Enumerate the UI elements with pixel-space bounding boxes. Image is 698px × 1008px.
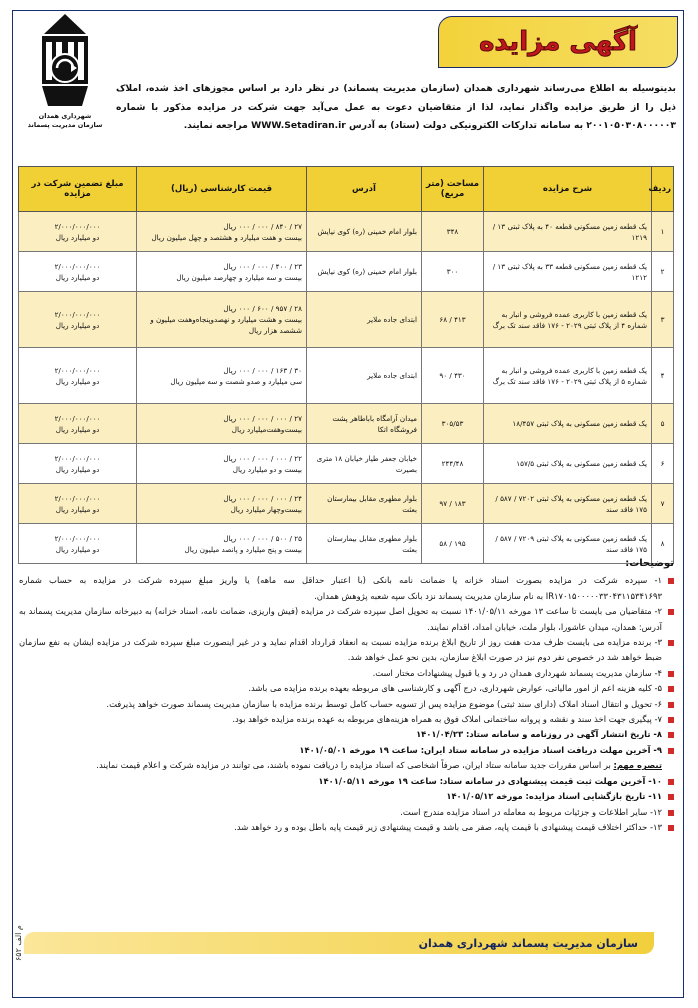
table-row	[19, 484, 674, 524]
bullet-square-icon	[668, 702, 674, 708]
cell-guarantee	[19, 252, 137, 292]
cell-price	[137, 484, 307, 524]
table-row	[19, 444, 674, 484]
note-text: ۸- تاریخ انتشار آگهی در روزنامه و سامانه ستاد: ۱۴۰۱/۰۴/۲۳	[416, 729, 662, 740]
guarantee-words: دو میلیارد ریال	[55, 504, 100, 514]
cell-row-number: ۷	[652, 484, 674, 524]
note-item	[19, 789, 674, 804]
note-item	[19, 743, 674, 758]
cell-price	[137, 252, 307, 292]
guarantee-words: دو میلیارد ریال	[55, 464, 100, 474]
price-words: بیست و دو میلیارد ریال	[232, 464, 302, 474]
cell-description: یک قطعه زمین مسکونی به پلاک ثبتی ۱۵۷/۵	[484, 444, 652, 484]
cell-description: یک قطعه زمین مسکونی قطعه ۴۰ به پلاک ثبتی ۱۳ / ۱۲۱۹	[484, 212, 652, 252]
guarantee-figure: ۲/۰۰۰/۰۰۰/۰۰۰	[54, 453, 101, 463]
note-tip	[19, 758, 674, 773]
logo-caption-2: سازمان مدیریت پسماند	[27, 121, 103, 129]
price-figure: ۲۸ / ۹۵۷ / ۶۰۰ / ۰۰۰ ریال	[223, 304, 302, 313]
cell-price	[137, 404, 307, 444]
note-text: ۶- تحویل و انتقال اسناد املاک (دارای سند ثبتی) موضوع مزایده پس از تسویه حساب کامل توسط برنده مزایده با سازمان مدیریت پسماند صورت خواهد پذیرفت.	[106, 698, 662, 709]
table-row	[19, 252, 674, 292]
table-row	[19, 212, 674, 252]
cell-row-number: ۵	[652, 404, 674, 444]
note-text: ۱۰- آخرین مهلت ثبت قیمت پیشنهادی در سامانه ستاد: ساعت ۱۹ مورخه ۱۴۰۱/۰۵/۱۱	[318, 775, 662, 786]
price-figure: ۲۲ / ۰۰۰ / ۰۰۰ / ۰۰۰ ریال	[223, 453, 302, 463]
guarantee-figure: ۲/۰۰۰/۰۰۰/۰۰۰	[54, 221, 101, 231]
guarantee-figure: ۲/۰۰۰/۰۰۰/۰۰۰	[54, 309, 101, 319]
cell-guarantee	[19, 212, 137, 252]
bullet-square-icon	[668, 810, 674, 816]
guarantee-words: دو میلیارد ریال	[55, 272, 100, 282]
note-item	[19, 805, 674, 820]
guarantee-words: دو میلیارد ریال	[55, 544, 100, 554]
cell-address: خیابان جعفر طیار خیابان ۱۸ متری بصیرت	[307, 444, 422, 484]
cell-address: ابتدای جاده ملایر	[307, 292, 422, 348]
logo	[20, 12, 110, 130]
cell-area: ۱۸۳ / ۹۷	[422, 484, 484, 524]
guarantee-figure: ۲/۰۰۰/۰۰۰/۰۰۰	[54, 493, 101, 503]
cell-guarantee	[19, 484, 137, 524]
price-words: بیست و سه میلیارد و چهارصد میلیون ریال	[176, 272, 302, 282]
price-words: بیست و هشت میلیارد و نهصدوپنجاه‌وهفت میلیون و ششصد هزار ریال	[150, 315, 302, 335]
cell-guarantee	[19, 444, 137, 484]
bullet-square-icon	[668, 825, 674, 831]
price-words: بیست‌وهفت‌میلیارد ریال	[231, 424, 302, 434]
header-address: آدرس	[307, 167, 422, 212]
note-text: ۳- برنده مزایده می بایست ظرف مدت هفت روز از تاریخ ابلاغ برنده مزایده نسبت به انعقاد قرارداد اقدام نماید و در غیر اینصورت مبلغ سپرده شرکت در مزایده ایشان به نفع سازمان ضبط خواهد شد در خصوص نفر دوم نیز در صورت ابلاغ سازمان، بدین نحو عمل خواهد شد.	[19, 637, 662, 663]
cell-row-number: ۸	[652, 524, 674, 564]
note-item	[19, 727, 674, 742]
note-text: ۴- سازمان مدیریت پسماند شهرداری همدان در رد و یا قبول پیشنهادات مختار است.	[372, 667, 662, 678]
note-text: ۱۱- تاریخ بازگشایی اسناد مزایده: مورخه ۱۴۰۱/۰۵/۱۲	[446, 791, 662, 802]
cell-price	[137, 348, 307, 404]
cell-address: بلوار امام خمینی (ره) کوی نیایش	[307, 212, 422, 252]
cell-description: یک قطعه زمین مسکونی قطعه ۳۳ به پلاک ثبتی ۱۳ / ۱۲۱۲	[484, 252, 652, 292]
price-figure: ۲۳ / ۴۰۰ / ۰۰۰ / ۰۰۰ ریال	[223, 261, 302, 271]
title-banner	[438, 16, 678, 68]
bullet-square-icon	[668, 640, 674, 646]
cell-area: ۳۰۵/۵۳	[422, 404, 484, 444]
cell-price	[137, 212, 307, 252]
municipality-emblem-icon	[30, 12, 100, 112]
guarantee-words: دو میلیارد ریال	[55, 320, 100, 330]
guarantee-words: دو میلیارد ریال	[55, 376, 100, 386]
cell-row-number: ۲	[652, 252, 674, 292]
cell-area: ۴۱۳ / ۶۸	[422, 292, 484, 348]
cell-address: بلوار مطهری مقابل بیمارستان بعثت	[307, 524, 422, 564]
guarantee-figure: ۲/۰۰۰/۰۰۰/۰۰۰	[54, 261, 101, 271]
header-price: قیمت کارشناسی (ریال)	[137, 167, 307, 212]
guarantee-figure: ۲/۰۰۰/۰۰۰/۰۰۰	[54, 533, 101, 543]
table-row	[19, 292, 674, 348]
cell-guarantee	[19, 348, 137, 404]
note-text: ۱- سپرده شرکت در مزایده بصورت اسناد خزانه یا ضمانت نامه بانکی (با اعتبار حداقل سه ماهه) یا واریز مبلغ سپرده شرکت در مزایده به حساب شماره IR۱۷۰۱۵۰۰۰۰۰۳۳۰۴۳۱۱۵۳۴۱۶۹۳ به نام سازمان مدیریت پسماند نزد بانک سپه شعبه پژوهش همدان.	[19, 575, 662, 601]
footer-banner	[24, 932, 654, 954]
note-item	[19, 681, 674, 696]
logo-caption-1: شهرداری همدان	[38, 112, 92, 120]
cell-guarantee	[19, 292, 137, 348]
note-item	[19, 820, 674, 835]
price-words: سی میلیارد و صدو شصت و سه میلیون ریال	[170, 376, 302, 386]
table-header-row	[19, 167, 674, 212]
guarantee-words: دو میلیارد ریال	[55, 424, 100, 434]
bullet-square-icon	[668, 609, 674, 615]
bullet-square-icon	[668, 686, 674, 692]
price-figure: ۲۵ / ۵۰۰ / ۰۰۰ / ۰۰۰ ریال	[223, 533, 302, 543]
cell-area: ۴۳۰ / ۹۰	[422, 348, 484, 404]
cell-area: ۲۴۴/۴۸	[422, 444, 484, 484]
note-item	[19, 712, 674, 727]
cell-guarantee	[19, 404, 137, 444]
cell-description: یک قطعه زمین با کاربری عمده فروشی و انبار به شماره ۵ از پلاک ثبتی ۲۰۲۹ - ۱۷۶ فاقد سند تک برگ	[484, 348, 652, 404]
bullet-square-icon	[668, 748, 674, 754]
page-title: آگهی مزایده	[479, 27, 637, 57]
cell-address: بلوار امام خمینی (ره) کوی نیایش	[307, 252, 422, 292]
price-figure: ۳۰ / ۱۶۳ / ۰۰۰ / ۰۰۰ ریال	[223, 365, 302, 375]
cell-row-number: ۳	[652, 292, 674, 348]
cell-description: یک قطعه زمین مسکونی به پلاک ثبتی ۷۲۰۲ / ۵۸۷ / ۱۷۵ فاقد سند	[484, 484, 652, 524]
note-item	[19, 666, 674, 681]
guarantee-figure: ۲/۰۰۰/۰۰۰/۰۰۰	[54, 365, 101, 375]
bullet-square-icon	[668, 717, 674, 723]
note-text: ۹- آخرین مهلت دریافت اسناد مزایده در سامانه ستاد ایران: ساعت ۱۹ مورخه ۱۴۰۱/۰۵/۰۱	[299, 744, 662, 755]
price-words: بیست و پنج میلیارد و پانصد میلیون ریال	[184, 544, 302, 554]
guarantee-words: دو میلیارد ریال	[55, 232, 100, 242]
bullet-square-icon	[668, 578, 674, 584]
cell-row-number: ۴	[652, 348, 674, 404]
note-text: ۷- پیگیری جهت اخذ سند و نقشه و پروانه ساختمانی املاک فوق به همراه هزینه‌های مربوطه به عهده برنده مزایده خواهد بود.	[232, 714, 662, 725]
price-words: بیست و هفت میلیارد و هشتصد و چهل میلیون ریال	[151, 232, 302, 242]
table-row	[19, 404, 674, 444]
price-figure: ۲۷ / ۰۰۰ / ۰۰۰ / ۰۰۰ ریال	[223, 413, 302, 423]
footer-text: سازمان مدیریت پسماند شهرداری همدان	[418, 936, 638, 950]
cell-address: میدان آرامگاه باباطاهر پشت فروشگاه اتکا	[307, 404, 422, 444]
note-tip-text: بر اساس مقررات جدید سامانه ستاد ایران، صرفاً اشخاصی که اسناد مزایده را دریافت نموده باشند، می توانند در مزایده شرکت و اعلام قیمت نمایند.	[96, 760, 611, 771]
table-row	[19, 348, 674, 404]
bullet-square-icon	[668, 671, 674, 677]
bullet-square-icon	[668, 732, 674, 738]
price-figure: ۲۴ / ۰۰۰ / ۰۰۰ / ۰۰۰ ریال	[223, 493, 302, 503]
price-words: بیست‌وچهار میلیارد ریال	[230, 504, 302, 514]
note-item	[19, 697, 674, 712]
header-area: مساحت (متر مربع)	[422, 167, 484, 212]
header-row-number: ردیف	[652, 167, 674, 212]
notes-title: توضیحات:	[625, 558, 674, 569]
cell-price	[137, 292, 307, 348]
cell-area: ۳۰۰	[422, 252, 484, 292]
cell-description: یک قطعه زمین با کاربری عمده فروشی و انبار به شماره ۴ از پلاک ثبتی ۲۰۲۹ - ۱۷۶ فاقد سند تک برگ	[484, 292, 652, 348]
cell-address: بلوار مطهری مقابل بیمارستان بعثت	[307, 484, 422, 524]
ad-code: م الف ۶۵۲	[14, 925, 23, 961]
note-item	[19, 774, 674, 789]
cell-area: ۳۴۸	[422, 212, 484, 252]
note-text: ۵- کلیه هزینه اعم از امور مالیاتی، عوارض شهرداری، درج آگهی و کارشناسی های مربوطه بعهده برنده مزایده می باشد.	[248, 683, 662, 694]
price-figure: ۲۷ / ۸۴۰ / ۰۰۰ / ۰۰۰ ریال	[223, 221, 302, 231]
note-text: ۱۲- سایر اطلاعات و جزئیات مربوط به معامله در اسناد مزایده مندرج است.	[400, 806, 662, 817]
cell-row-number: ۶	[652, 444, 674, 484]
bullet-square-icon	[668, 779, 674, 785]
cell-area: ۱۹۵ / ۵۸	[422, 524, 484, 564]
cell-description: یک قطعه زمین مسکونی به پلاک ثبتی ۷۲۰۹ / ۵۸۷ / ۱۷۵ فاقد سند	[484, 524, 652, 564]
cell-row-number: ۱	[652, 212, 674, 252]
note-item	[19, 604, 674, 635]
bullet-square-icon	[668, 794, 674, 800]
note-item	[19, 573, 674, 604]
cell-price	[137, 444, 307, 484]
header-description: شرح مزایده	[484, 167, 652, 212]
cell-description: یک قطعه زمین مسکونی به پلاک ثبتی ۱۸/۴۵۷	[484, 404, 652, 444]
intro-paragraph: بدینوسیله به اطلاع می‌رساند شهرداری همدان (سازمان مدیریت پسماند) در نظر دارد بر اساس مجوزهای اخذ شده، املاک ذیل را از طریق مزایده واگذار نماید، لذا از متقاضیان دعوت به عمل می‌آید جهت شرکت در مزایده مذکور با شماره ۲۰۰۱۰۵۰۳۰۸۰۰۰۰۰۳ به سامانه تدارکات الکترونیکی دولت (ستاد) به آدرس WWW.Setadiran.ir مراجعه نمایند.	[116, 83, 676, 131]
cell-address: ابتدای جاده ملایر	[307, 348, 422, 404]
note-text: ۱۳- حداکثر اختلاف قیمت پیشنهادی با قیمت پایه، صفر می باشد و قیمت پیشنهادی زیر قیمت پایه باطل بوده و رد خواهد شد.	[234, 821, 662, 832]
auction-table	[18, 166, 674, 564]
header-guarantee: مبلغ تضمین شرکت در مزایده	[19, 167, 137, 212]
guarantee-figure: ۲/۰۰۰/۰۰۰/۰۰۰	[54, 413, 101, 423]
note-tip-label: تبصره مهم:	[613, 760, 662, 771]
note-item	[19, 635, 674, 666]
note-text: ۲- متقاضیان می بایست تا ساعت ۱۳ مورخه ۱۴۰۱/۰۵/۱۱ نسبت به تحویل اصل سپرده شرکت در مزایده (فیش واریزی، ضمانت نامه، اسناد خزانه) به دبیرخانه سازمان مدیریت پسماند به آدرس: همدان، میدان عاشورا، بلوار ملت، خیابان امداد، اقدام نمایند.	[19, 606, 662, 632]
notes-section	[19, 556, 674, 835]
